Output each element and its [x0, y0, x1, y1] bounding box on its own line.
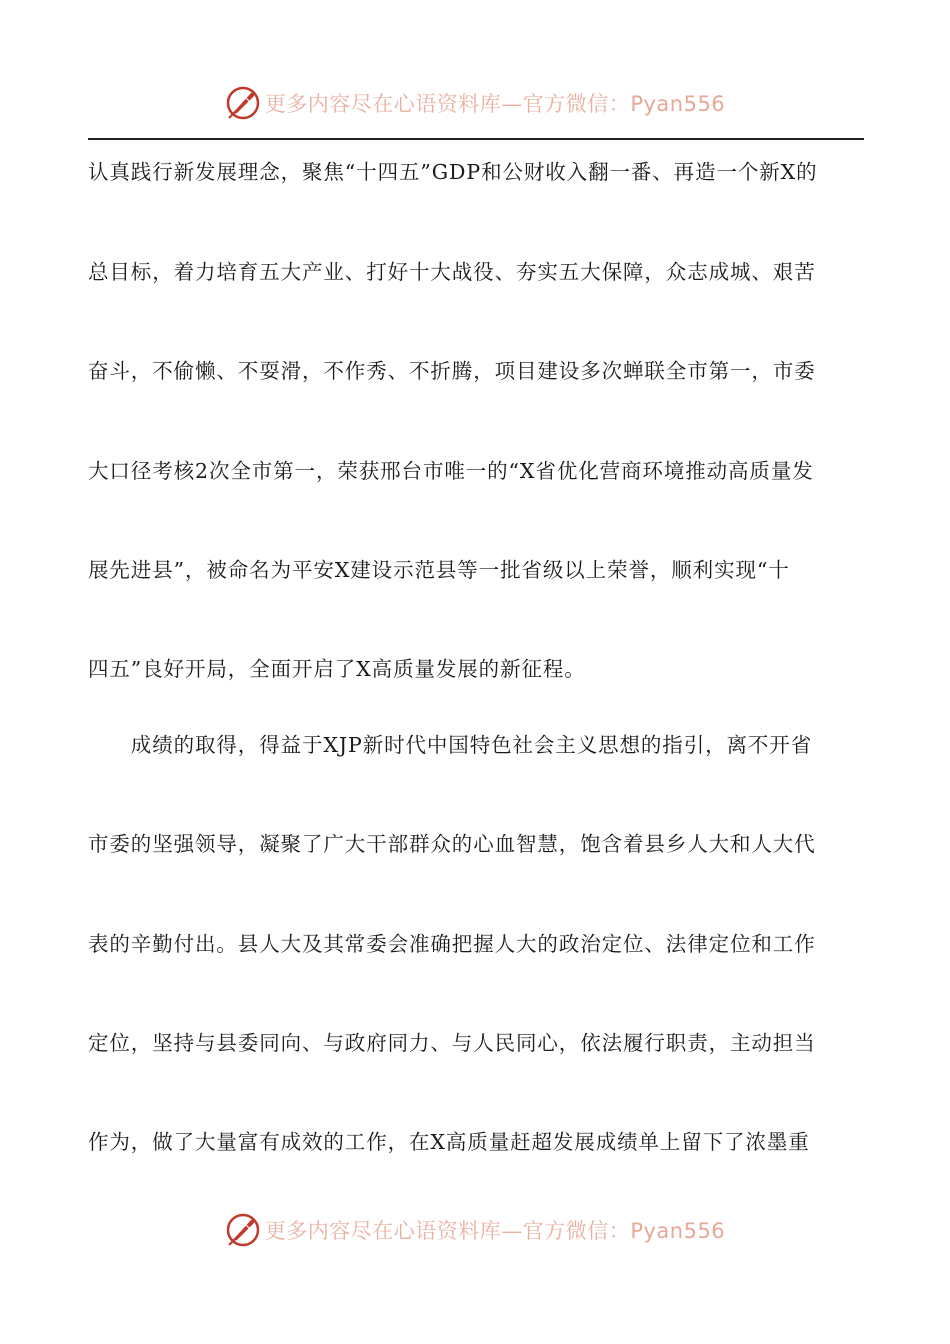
body-line: 认真践行新发展理念，聚焦“十四五”GDP和公财收入翻一番、再造一个新X的: [88, 160, 818, 184]
header-watermark: [0, 83, 950, 123]
header-divider: [88, 138, 864, 140]
body-line: 成绩的取得，得益于XJP新时代中国特色社会主义思想的指引，离不开省: [88, 733, 813, 757]
body-line: 定位，坚持与县委同向、与政府同力、与人民同心，依法履行职责，主动担当: [88, 1031, 816, 1055]
body-line: 市委的坚强领导，凝聚了广大干部群众的心血智慧，饱含着县乡人大和人大代: [88, 832, 816, 856]
body-line: 表的辛勤付出。县人大及其常委会准确把握人大的政治定位、法律定位和工作: [88, 932, 816, 956]
footer-watermark-text: 更多内容尽在心语资料库—官方微信：Pyan556: [264, 1219, 726, 1243]
quill-logo-icon: [225, 1212, 261, 1248]
body-line: 总目标，着力培育五大产业、打好十大战役、夯实五大保障，众志成城、艰苦: [88, 260, 816, 284]
header-watermark-text: 更多内容尽在心语资料库—官方微信：Pyan556: [264, 92, 726, 116]
quill-logo-icon: [225, 85, 261, 121]
body-line: 大口径考核2次全市第一，荣获邢台市唯一的“X省优化营商环境推动高质量发: [88, 459, 814, 483]
body-line: 四五”良好开局，全面开启了X高质量发展的新征程。: [88, 657, 586, 681]
footer-watermark: [0, 1210, 950, 1250]
body-line: 作为，做了大量富有成效的工作，在X高质量赶超发展成绩单上留下了浓墨重: [88, 1130, 810, 1154]
body-line: 展先进县”，被命名为平安X建设示范县等一批省级以上荣誉，顺利实现“十: [88, 558, 790, 582]
body-line: 奋斗，不偷懒、不耍滑，不作秀、不折腾，项目建设多次蝉联全市第一，市委: [88, 359, 816, 383]
